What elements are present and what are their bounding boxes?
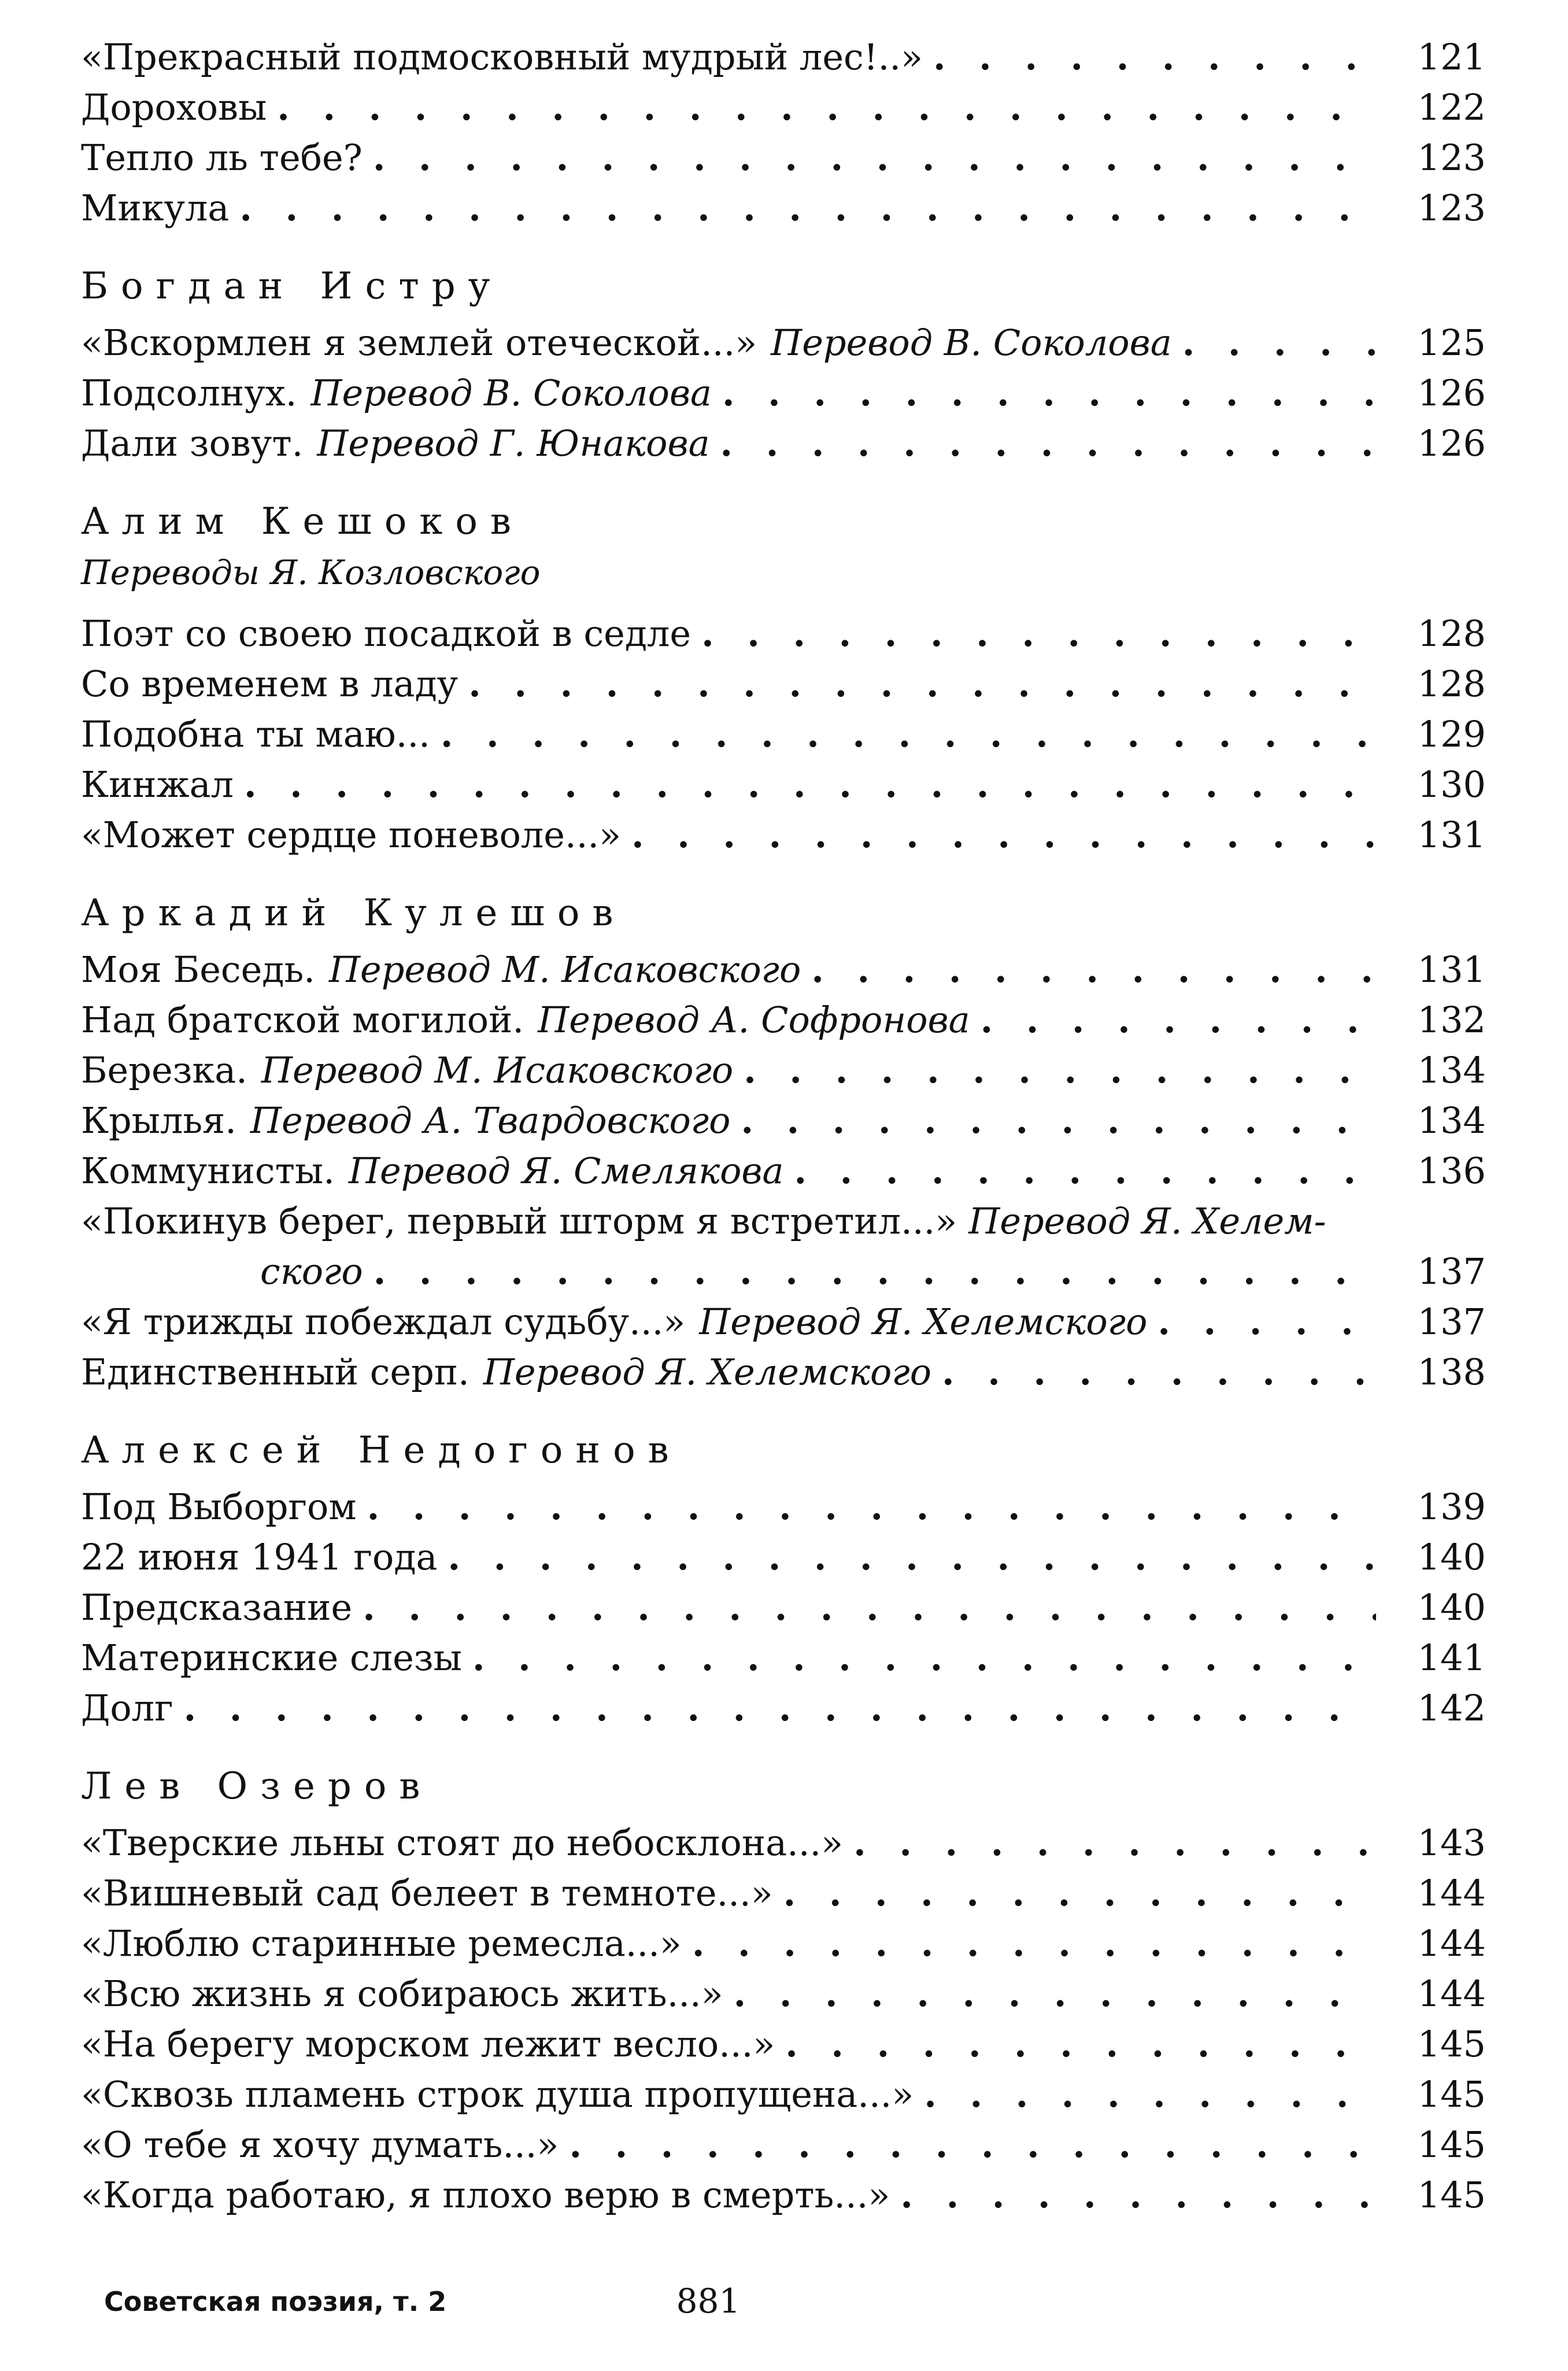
entry-page: 126: [1417, 422, 1486, 464]
entry-page: 123: [1417, 136, 1486, 179]
entry-translator: Перевод Я. Смелякова: [348, 1150, 784, 1192]
entry-title: «Всю жизнь я собираюсь жить...»: [81, 1973, 723, 2015]
toc-entry: [81, 2069, 1486, 2119]
toc-entry: [81, 2019, 1486, 2069]
entry-page: 128: [1417, 612, 1486, 655]
dot-leader: [448, 1532, 1377, 1582]
entry-title: Дороховы: [81, 86, 267, 128]
toc-section: [81, 496, 1486, 860]
entry-title: «Люблю старинные ремесла...»: [81, 1922, 682, 1964]
entry-page: 123: [1417, 187, 1486, 229]
entry-page: 134: [1417, 1049, 1486, 1091]
toc-entry: [81, 659, 1486, 709]
toc-entry: [81, 32, 1486, 82]
toc-entry: [81, 1582, 1486, 1633]
toc-entry: [81, 1532, 1486, 1582]
dot-leader: [468, 659, 1376, 709]
entry-translator: Перевод В. Соколова: [310, 372, 712, 414]
entry-page: 138: [1417, 1351, 1486, 1393]
toc-entry: [81, 759, 1486, 810]
toc-entry: [81, 1633, 1486, 1683]
entry-title: Со временем в ладу: [81, 663, 458, 705]
entry-title: Долг: [81, 1687, 173, 1729]
dot-leader: [363, 1582, 1376, 1633]
entry-page: 137: [1417, 1301, 1486, 1343]
entry-title: Над братской могилой.: [81, 999, 524, 1041]
entry-title: Тепло ль тебе?: [81, 136, 363, 179]
dot-leader: [783, 1868, 1376, 1918]
dot-leader: [569, 2119, 1376, 2170]
toc-entry: [81, 368, 1486, 418]
entry-page: 144: [1417, 1872, 1486, 1914]
dot-leader: [785, 2019, 1376, 2069]
dot-leader: [373, 132, 1376, 183]
entry-page: 136: [1417, 1150, 1486, 1192]
dot-leader: [811, 944, 1376, 995]
entry-title: «Может сердце поневоле...»: [81, 814, 622, 856]
entry-page: 141: [1417, 1637, 1486, 1679]
entry-title: Моя Беседь.: [81, 948, 315, 991]
dot-leader: [720, 418, 1376, 468]
entry-page: 134: [1417, 1099, 1486, 1142]
toc-section: [81, 1425, 1486, 1733]
entry-title: 22 июня 1941 года: [81, 1536, 438, 1578]
dot-leader: [701, 608, 1376, 659]
entry-page: 140: [1417, 1536, 1486, 1578]
entry-translator: Перевод В. Соколова: [771, 322, 1172, 364]
entry-title: «О тебе я хочу думать...»: [81, 2123, 559, 2166]
toc-entry: [81, 82, 1486, 132]
entry-translator: Перевод А. Твардовского: [250, 1099, 731, 1142]
toc-entry: [81, 1482, 1486, 1532]
dot-leader: [744, 1045, 1376, 1095]
entry-title: Подсолнух.: [81, 372, 297, 414]
toc-entry: [81, 132, 1486, 183]
author-heading: Богдан Истру: [81, 265, 503, 308]
entry-title: Предсказание: [81, 1586, 353, 1628]
dot-leader: [472, 1633, 1376, 1683]
dot-leader: [373, 1246, 1376, 1297]
dot-leader: [942, 1347, 1376, 1397]
toc-entry: [81, 1095, 1486, 1146]
entry-title: Подобна ты маю...: [81, 713, 430, 755]
dot-leader: [1157, 1297, 1376, 1347]
entry-page: 125: [1417, 322, 1486, 364]
entry-page: 131: [1417, 948, 1486, 991]
entry-title: Березка.: [81, 1049, 247, 1091]
entry-title: Крылья.: [81, 1099, 236, 1142]
toc-entry: [81, 608, 1486, 659]
entry-title: «Вишневый сад белеет в темноте...»: [81, 1872, 773, 1914]
toc-section: [81, 1761, 1486, 2220]
wrapped-first-line: [81, 1196, 1486, 1246]
dot-leader: [441, 709, 1376, 759]
author-heading: Алим Кешоков: [81, 500, 524, 543]
entry-title: «Сквозь пламень строк душа пропущена...»: [81, 2073, 914, 2115]
dot-leader: [722, 368, 1376, 418]
toc-page: [81, 32, 1486, 2248]
toc-entry: [81, 418, 1486, 468]
entry-page: 142: [1417, 1687, 1486, 1729]
entry-page: 126: [1417, 372, 1486, 414]
dot-leader: [981, 995, 1376, 1045]
dot-leader: [184, 1683, 1376, 1733]
toc-entry: [81, 2119, 1486, 2170]
dot-leader: [239, 183, 1376, 233]
entry-title: Поэт со своею посадкой в седле: [81, 612, 691, 655]
toc-entry: [81, 1347, 1486, 1397]
entry-translator: Перевод Я. Хелемского: [699, 1301, 1148, 1343]
entry-title: Дали зовут.: [81, 422, 304, 464]
dot-leader: [853, 1818, 1376, 1868]
page-footer: [81, 2281, 1486, 2328]
entry-title: Материнские слезы: [81, 1637, 462, 1679]
entry-title: «Тверские льны стоят до небосклона...»: [81, 1822, 844, 1864]
entry-translator-continuation: ского: [260, 1250, 363, 1292]
entry-title: Коммунисты.: [81, 1150, 335, 1192]
toc-entry: [81, 1683, 1486, 1733]
toc-entry: [81, 1868, 1486, 1918]
toc-entry: [81, 1045, 1486, 1095]
toc-entry: [81, 1969, 1486, 2019]
author-heading: Аркадий Кулешов: [81, 892, 626, 935]
dot-leader: [244, 759, 1376, 810]
entry-translator: Перевод А. Софронова: [538, 999, 970, 1041]
entry-page: 145: [1417, 2073, 1486, 2115]
entry-page: 121: [1417, 36, 1486, 78]
toc-section: [81, 32, 1486, 233]
entry-page: 122: [1417, 86, 1486, 128]
toc-entry: [81, 317, 1486, 368]
dot-leader: [631, 810, 1376, 860]
toc-entry: [81, 944, 1486, 995]
toc-entry: [81, 183, 1486, 233]
entry-page: 130: [1417, 763, 1486, 806]
toc-entry: [81, 995, 1486, 1045]
entry-title: «Покинув берег, первый шторм я встретил...»: [81, 1200, 957, 1242]
book-signature: Советская поэзия, т. 2: [104, 2286, 447, 2317]
dot-leader: [900, 2170, 1376, 2220]
entry-page: 139: [1417, 1486, 1486, 1528]
toc-entry: [81, 1146, 1486, 1196]
entry-title: Кинжал: [81, 763, 234, 806]
dot-leader: [933, 32, 1376, 82]
entry-page: 144: [1417, 1973, 1486, 2015]
page-number: 881: [676, 2281, 741, 2321]
entry-title: Единственный серп.: [81, 1351, 469, 1393]
wrapped-second-line: [81, 1246, 1486, 1297]
entry-translator: Перевод Я. Хелемского: [483, 1351, 932, 1393]
toc-entry: [81, 2170, 1486, 2220]
dot-leader: [1182, 317, 1376, 368]
entry-page: 145: [1417, 2023, 1486, 2065]
toc-section: [81, 261, 1486, 468]
dot-leader: [794, 1146, 1376, 1196]
entry-title: «Когда работаю, я плохо верю в смерть...»: [81, 2174, 890, 2216]
entry-page: 145: [1417, 2123, 1486, 2166]
translator-note: Переводы Я. Козловского: [81, 553, 541, 592]
dot-leader: [692, 1918, 1376, 1969]
entry-translator: Перевод Я. Хелем-: [968, 1200, 1326, 1242]
dot-leader: [277, 82, 1376, 132]
entry-page: 128: [1417, 663, 1486, 705]
author-heading: Лев Озеров: [81, 1765, 433, 1808]
toc-entry: [81, 1297, 1486, 1347]
entry-page: 129: [1417, 713, 1486, 755]
entry-title: «Я трижды побеждал судьбу...»: [81, 1301, 686, 1343]
entry-page: 145: [1417, 2174, 1486, 2216]
dot-leader: [924, 2069, 1376, 2119]
entry-translator: Перевод Г. Юнакова: [317, 422, 710, 464]
entry-title: Под Выборгом: [81, 1486, 357, 1528]
dot-leader: [741, 1095, 1376, 1146]
author-heading: Алексей Недогонов: [81, 1429, 682, 1472]
entry-page: 144: [1417, 1922, 1486, 1964]
entry-page: 140: [1417, 1586, 1486, 1628]
toc-entry: [81, 810, 1486, 860]
dot-leader: [367, 1482, 1376, 1532]
entry-translator: Перевод М. Исаковского: [328, 948, 801, 991]
entry-page: 131: [1417, 814, 1486, 856]
entry-title: «Прекрасный подмосковный мудрый лес!..»: [81, 36, 923, 78]
entry-title: «На берегу морском лежит весло...»: [81, 2023, 775, 2065]
entry-title: Микула: [81, 187, 230, 229]
toc-entry-wrapped: [81, 1196, 1486, 1297]
toc-entry: [81, 709, 1486, 759]
entry-title: «Вскормлен я землей отеческой...»: [81, 322, 757, 364]
dot-leader: [734, 1969, 1376, 2019]
toc-entry: [81, 1918, 1486, 1969]
entry-page: 137: [1417, 1250, 1486, 1292]
toc-entry: [81, 1818, 1486, 1868]
entry-page: 143: [1417, 1822, 1486, 1864]
entry-translator: Перевод М. Исаковского: [261, 1049, 734, 1091]
toc-section: [81, 888, 1486, 1397]
entry-page: 132: [1417, 999, 1486, 1041]
